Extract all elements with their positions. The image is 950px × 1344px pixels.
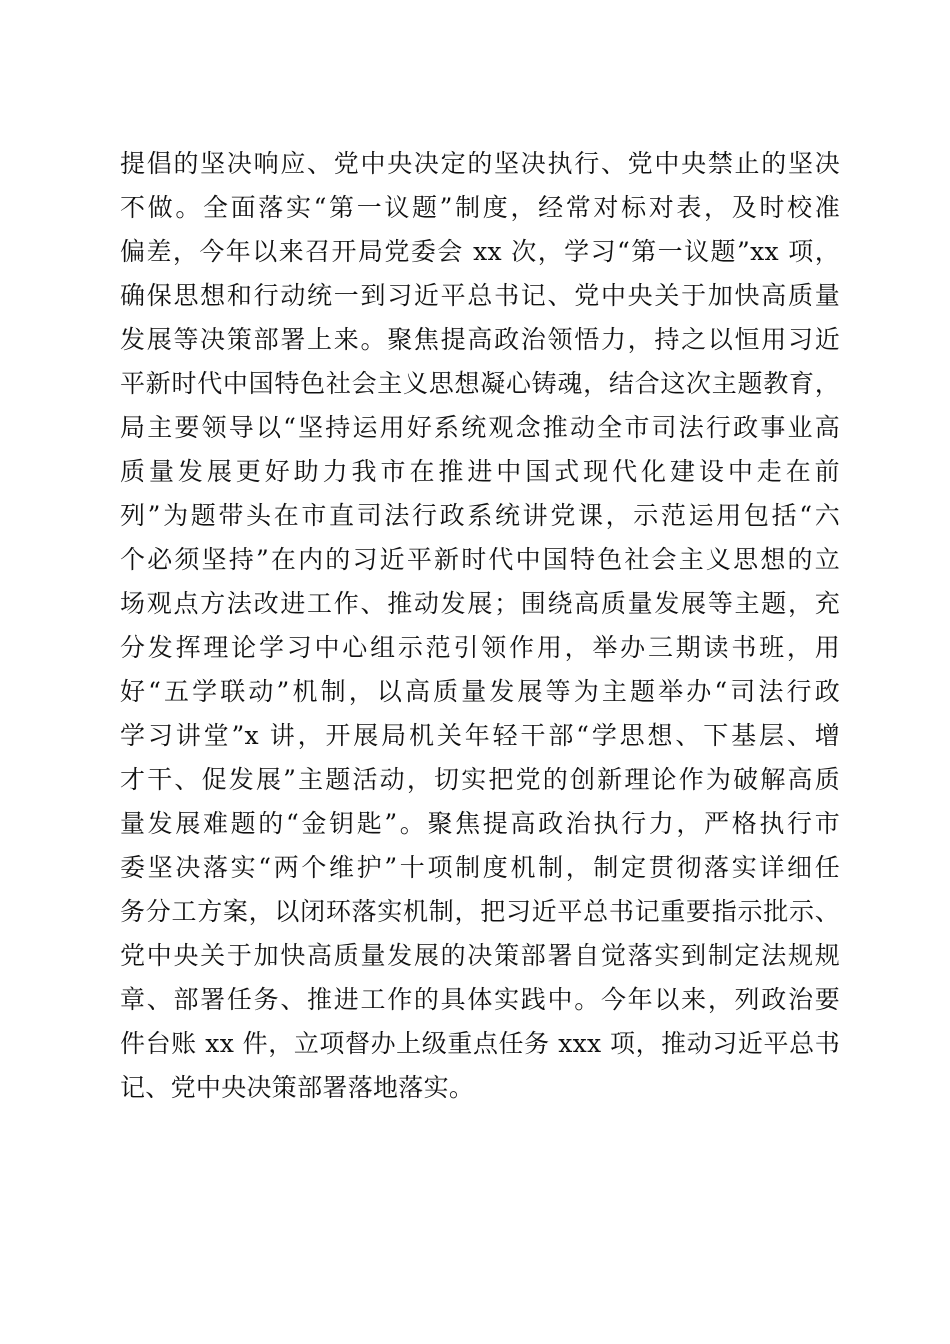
paragraph-line: 个必须坚持”在内的习近平新时代中国特色社会主义思想的立 (120, 545, 840, 574)
paragraph-line: 偏差，今年以来召开局党委会 xx 次，学习“第一议题”xx 项， (120, 237, 840, 266)
paragraph-line: 好“五学联动”机制，以高质量发展等为主题举办“司法行政 (120, 677, 840, 706)
paragraph-line: 党中央关于加快高质量发展的决策部署自觉落实到制定法规规 (120, 941, 840, 970)
paragraph-line: 平新时代中国特色社会主义思想凝心铸魂，结合这次主题教育， (120, 369, 840, 398)
paragraph-line: 章、部署任务、推进工作的具体实践中。今年以来，列政治要 (120, 985, 840, 1014)
paragraph-line: 才干、促发展”主题活动，切实把党的创新理论作为破解高质 (120, 765, 840, 794)
body-paragraph (120, 142, 840, 1110)
paragraph-line: 学习讲堂”x 讲，开展局机关年轻干部“学思想、下基层、增 (120, 721, 840, 750)
paragraph-line: 场观点方法改进工作、推动发展；围绕高质量发展等主题，充 (120, 589, 840, 618)
paragraph-line: 确保思想和行动统一到习近平总书记、党中央关于加快高质量 (120, 281, 840, 310)
paragraph-line: 质量发展更好助力我市在推进中国式现代化建设中走在前 (120, 457, 840, 486)
paragraph-line: 件台账 xx 件，立项督办上级重点任务 xxx 项，推动习近平总书 (120, 1029, 840, 1058)
paragraph-line: 分发挥理论学习中心组示范引领作用，举办三期读书班，用 (120, 633, 840, 662)
paragraph-line: 列”为题带头在市直司法行政系统讲党课，示范运用包括“六 (120, 501, 840, 530)
paragraph-line: 记、党中央决策部署落地落实。 (120, 1073, 475, 1102)
paragraph-line: 务分工方案，以闭环落实机制，把习近平总书记重要指示批示、 (120, 897, 840, 926)
paragraph-line: 量发展难题的“金钥匙”。聚焦提高政治执行力，严格执行市 (120, 809, 840, 838)
paragraph-line: 提倡的坚决响应、党中央决定的坚决执行、党中央禁止的坚决 (120, 149, 840, 178)
paragraph-line: 发展等决策部署上来。聚焦提高政治领悟力，持之以恒用习近 (120, 325, 840, 354)
paragraph-line: 不做。全面落实“第一议题”制度，经常对标对表，及时校准 (120, 193, 840, 222)
paragraph-line: 局主要领导以“坚持运用好系统观念推动全市司法行政事业高 (120, 413, 840, 442)
paragraph-line: 委坚决落实“两个维护”十项制度机制，制定贯彻落实详细任 (120, 853, 840, 882)
